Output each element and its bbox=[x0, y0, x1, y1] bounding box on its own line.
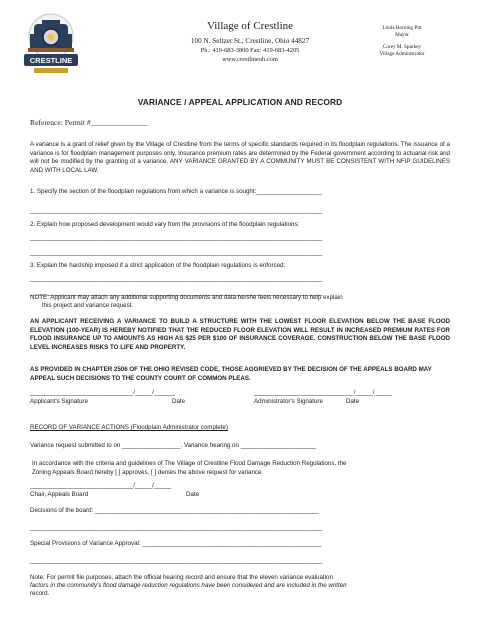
crestline-logo bbox=[20, 10, 82, 78]
answer-line: _____________________________________________________________________________________ bbox=[30, 275, 323, 282]
mayor-block bbox=[360, 25, 444, 38]
administrator-name: Corey M. Sparkey bbox=[382, 44, 422, 50]
note-permit-file-line-1: Note: For permit file purposes, attach the official hearing record and ensure that the eleven variance evaluation bbox=[30, 574, 333, 581]
village-phone-fax: Ph.: 419-683-3800 Fax: 419-683-4205 bbox=[200, 47, 300, 54]
svg-text:CRESTLINE: CRESTLINE bbox=[29, 56, 73, 65]
record-heading: RECORD OF VARIANCE ACTIONS (Floodplain Administrator complete) bbox=[30, 424, 228, 431]
reference-permit: Reference: Permit #_______________ bbox=[30, 118, 148, 127]
question-3: 3. Explain the hardship imposed if a strict application of the floodplain regulations is enforced: bbox=[30, 262, 286, 269]
applicant-signature-label: Applicant's Signature bbox=[30, 398, 88, 405]
submission-dates: Variance request submitted to on _________________. Variance hearing on ______________________ bbox=[30, 442, 317, 449]
administrator-date-label: Date bbox=[346, 398, 360, 405]
applicant-date-label: Date bbox=[172, 398, 186, 405]
special-provisions: Special Provisions of Variance Approval: ____________________________________________________ bbox=[30, 540, 322, 547]
chair-label: Chair, Appeals Board bbox=[30, 491, 89, 498]
accordance-line-1: In accordance with the criteria and guidelines of The Village of Crestline Flood Damage Reduction Regulations, the bbox=[32, 460, 347, 467]
accordance-line-2: Zoning Appeals Board hereby [ ] approves, [ ] denies the above request for variance. bbox=[32, 469, 264, 476]
answer-line: _____________________________________________________________________________________ bbox=[30, 207, 323, 214]
note-attach-line-2: this project and variance request. bbox=[42, 302, 134, 309]
answer-line: _____________________________________________________________________________________ bbox=[30, 234, 323, 241]
chair-signature-line[interactable]: ______________________________/_____/_____ bbox=[30, 482, 172, 489]
answer-line: _____________________________________________________________________________________ bbox=[30, 524, 323, 531]
village-website[interactable]: www.crestlineoh.com bbox=[222, 56, 278, 63]
intro-paragraph: A variance is a grant of relief given by the Village of Crestline from the terms of specific standards required in its floodplain regulations. The issuance of a variance is for floodplain management purposes only. Insurance premium rates are determined by the Federal government according to actuarial risk and will not be modified by the granting of a variance. ANY VARIANCE GRANTED BY A COMMUNITY MUST BE CONSISTENT WITH NFIP GUIDELINES AND WITH LOCAL LAW. bbox=[30, 141, 450, 174]
village-name: Village of Crestline bbox=[206, 20, 294, 32]
note-attach-line-1: NOTE: Applicant may attach any additional supporting documents and data he/she feels necessary to help explain bbox=[30, 294, 343, 301]
administrator-title: Village Administrator bbox=[379, 50, 425, 57]
question-1: 1. Specify the section of the floodplain regulations from which a variance is sought:___________________ bbox=[30, 188, 322, 195]
note-permit-file-line-3: record. bbox=[30, 590, 50, 597]
chair-date-label: Date bbox=[186, 491, 200, 498]
ohio-code-notice: AS PROVIDED IN CHAPTER 2506 OF THE OHIO REVISED CODE, THOSE AGGRIEVED BY THE DECISION OF THE APPEALS BOARD MAY APPEAL SUCH DECISIONS TO THE COUNTY COURT OF COMMON PLEAS. bbox=[30, 366, 432, 382]
question-2: 2. Explain how proposed development would vary from the provisions of the floodplain regulations: bbox=[30, 221, 300, 228]
administrator-signature-line[interactable]: _____________________________/_____/_____ bbox=[254, 389, 392, 396]
answer-line: _____________________________________________________________________________________ bbox=[30, 249, 323, 256]
applicant-signature-line[interactable]: ______________________________/_____/______ bbox=[30, 389, 175, 396]
administrator-signature-label: Administrator's Signature bbox=[254, 398, 323, 405]
flood-insurance-warning: AN APPLICANT RECEIVING A VARIANCE TO BUILD A STRUCTURE WITH THE LOWEST FLOOR ELEVATION BELOW THE BASE FLOOD ELEVATION (100-YEAR) IS HEREBY NOTIFIED THAT THE REDUCED FLOOR ELEVATION WILL RESULT IN INCREASED PREMIUM RATES FOR FLOOD INSURANCE UP TO AMOUNTS AS HIGH AS $25 PER $100 OF INSURANCE COVERAGE. CONSTRUCTION BELOW THE BASE FLOOD LEVEL INCREASES RISKS TO LIFE AND PROPERTY. bbox=[30, 318, 450, 351]
administrator-block bbox=[360, 44, 444, 57]
train-logo-icon bbox=[20, 10, 82, 78]
answer-line: _____________________________________________________________________________________ bbox=[30, 289, 323, 296]
decisions-of-board: Decisions of the board: _________________________________________________________________ bbox=[30, 507, 319, 514]
note-permit-file-line-2: factors in the community's flood damage reduction regulations have been considered and are included in the written bbox=[30, 582, 347, 589]
mayor-name: Linda Horning Pitt bbox=[382, 25, 422, 31]
village-address: 100 N. Seltzer St., Crestline, Ohio 44827 bbox=[190, 37, 310, 45]
mayor-title: Mayor bbox=[395, 31, 409, 38]
answer-line: _____________________________________________________________________________________ bbox=[30, 557, 323, 564]
document-title: VARIANCE / APPEAL APPLICATION AND RECORD bbox=[137, 97, 343, 107]
